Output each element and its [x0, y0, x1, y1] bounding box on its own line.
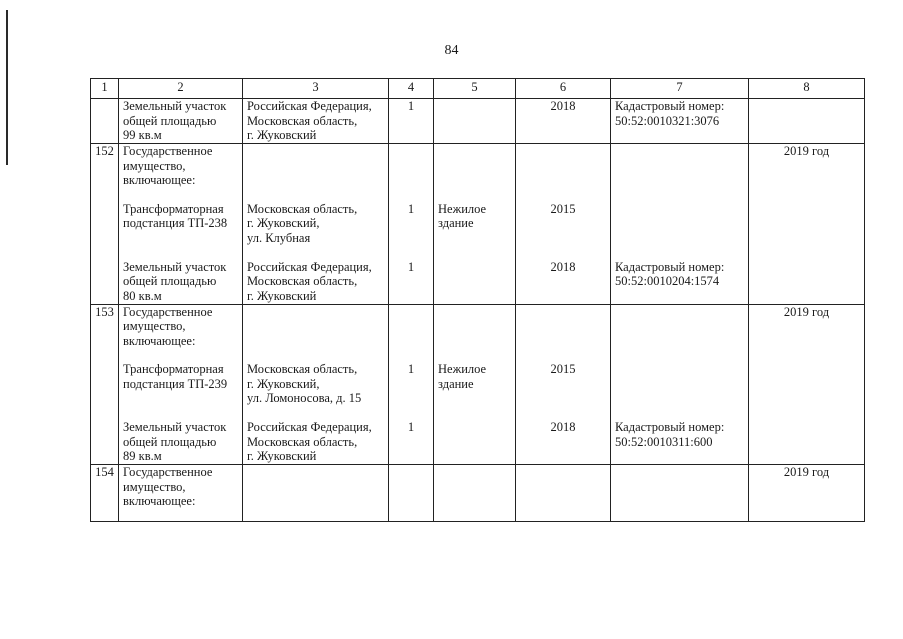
spacer: [438, 348, 511, 362]
spacer: [393, 246, 429, 260]
text-line: 2015: [550, 201, 576, 216]
text-line: имущество,: [123, 158, 186, 173]
quantity-cell: [389, 99, 434, 144]
text-line: 2018: [550, 99, 576, 113]
item-block: [520, 260, 606, 304]
table-row: [91, 465, 865, 522]
text-line: здание: [438, 216, 474, 230]
text-line: г. Жуковский: [247, 128, 317, 142]
text-line: г. Жуковский: [247, 449, 317, 463]
spacer: [123, 188, 238, 202]
cadastral-cell: [611, 144, 749, 305]
item-block: [393, 260, 429, 304]
title-spacer: [247, 144, 384, 188]
text-line: общей площадью: [123, 434, 217, 449]
text-line: 1: [407, 99, 415, 113]
text-line: здание: [438, 376, 474, 391]
spacer: [438, 406, 511, 420]
text-line: Трансформаторная: [123, 201, 224, 216]
text-line: Кадастровый номер:: [615, 99, 725, 113]
table-header-row: [91, 79, 865, 99]
spacer: [615, 246, 744, 260]
text-line: 1: [407, 420, 415, 434]
table-row: [91, 304, 865, 465]
spacer: [247, 348, 384, 362]
title-spacer: [438, 465, 511, 509]
text-line: 50:52:0010321:3076: [615, 113, 720, 128]
scan-edge-mark: [6, 10, 8, 165]
item-block: [615, 202, 744, 246]
quantity-cell: [389, 144, 434, 305]
year-built-cell: [516, 99, 611, 144]
text-line: 1: [407, 259, 415, 274]
item-block: [247, 99, 384, 143]
year-built-cell: [516, 304, 611, 465]
header-cell-4: 4: [389, 79, 434, 99]
text-line: включающее:: [123, 333, 196, 348]
quantity-cell: [389, 304, 434, 465]
property-name-cell: [119, 99, 243, 144]
text-line: Московская область,: [247, 362, 358, 376]
text-line: г. Жуковский: [247, 288, 317, 303]
title-spacer: [393, 305, 429, 349]
title-spacer: [247, 465, 384, 509]
text-line: Земельный участок: [123, 259, 227, 274]
title-spacer: [247, 305, 384, 349]
item-block: [615, 260, 744, 304]
header-cell-3: 3: [243, 79, 389, 99]
title-spacer: [520, 305, 606, 349]
item-block: [123, 99, 238, 143]
item-block: [123, 420, 238, 464]
cadastral-cell: [611, 99, 749, 144]
spacer: [520, 188, 606, 202]
item-block: [438, 99, 511, 143]
item-block: [615, 99, 744, 143]
text-line: Кадастровый номер:: [615, 259, 725, 274]
registration-year: 2019 год: [749, 304, 865, 465]
item-block: [123, 260, 238, 304]
header-cell-5: 5: [434, 79, 516, 99]
title-spacer: [438, 144, 511, 188]
spacer: [520, 348, 606, 362]
text-line: 1: [407, 362, 415, 376]
text-line: ул. Ломоносова, д. 15: [247, 391, 362, 405]
property-name-cell: [119, 304, 243, 465]
spacer: [247, 188, 384, 202]
text-line: Российская Федерация,: [247, 259, 372, 274]
item-block: [438, 260, 511, 304]
text-line: Земельный участок: [123, 99, 227, 113]
text-line: Московская область,: [247, 113, 358, 128]
object-type-cell: [434, 304, 516, 465]
registration-year: 2019 год: [749, 465, 865, 522]
text-line: ул. Клубная: [247, 230, 311, 245]
address-cell: [243, 144, 389, 305]
year-built-cell: [516, 465, 611, 522]
spacer: [247, 406, 384, 420]
text-line: Государственное: [123, 465, 213, 479]
spacer: [615, 348, 744, 362]
table-row: [91, 99, 865, 144]
item-block: [520, 99, 606, 143]
object-type-cell: [434, 99, 516, 144]
item-block: [520, 362, 606, 406]
item-block: [123, 362, 238, 406]
item-block: [393, 362, 429, 406]
spacer: [393, 188, 429, 202]
row-number: 153: [91, 304, 119, 465]
header-cell-6: 6: [516, 79, 611, 99]
row-number: 152: [91, 144, 119, 305]
item-block: [520, 202, 606, 246]
item-block: [393, 420, 429, 464]
property-name-cell: [119, 465, 243, 522]
text-line: 2018: [550, 420, 576, 434]
text-line: имущество,: [123, 319, 186, 333]
text-line: Нежилое: [438, 362, 487, 376]
registration-year: [749, 99, 865, 144]
property-name-cell: [119, 144, 243, 305]
spacer: [123, 406, 238, 420]
address-cell: [243, 99, 389, 144]
text-line: общей площадью: [123, 274, 217, 288]
item-block: [393, 99, 429, 143]
spacer: [393, 406, 429, 420]
item-block: [247, 202, 384, 246]
object-type-cell: [434, 465, 516, 522]
text-line: 50:52:0010204:1574: [615, 274, 720, 288]
item-block: [438, 362, 511, 406]
header-cell-2: 2: [119, 79, 243, 99]
text-line: Нежилое: [438, 201, 487, 216]
address-cell: [243, 465, 389, 522]
text-line: г. Жуковский,: [247, 216, 320, 230]
text-line: Государственное: [123, 304, 213, 319]
text-line: 99 кв.м: [123, 128, 162, 142]
text-line: Государственное: [123, 144, 213, 158]
row-number: 154: [91, 465, 119, 522]
header-cell-1: 1: [91, 79, 119, 99]
spacer: [438, 246, 511, 260]
header-cell-8: 8: [749, 79, 865, 99]
title-spacer: [520, 144, 606, 188]
title-spacer: [615, 305, 744, 349]
cadastral-cell: [611, 465, 749, 522]
title-spacer: [438, 305, 511, 349]
header-cell-7: 7: [611, 79, 749, 99]
text-line: Московская область,: [247, 274, 358, 288]
address-cell: [243, 304, 389, 465]
item-block: [615, 362, 744, 406]
spacer: [615, 188, 744, 202]
text-line: Трансформаторная: [123, 362, 224, 376]
property-table: [90, 78, 865, 522]
item-block: [393, 202, 429, 246]
spacer: [615, 406, 744, 420]
group-title: [123, 144, 238, 188]
spacer: [247, 246, 384, 260]
row-number: [91, 99, 119, 144]
title-spacer: [520, 465, 606, 509]
item-block: [438, 420, 511, 464]
page-number: 84: [444, 43, 459, 58]
text-line: 80 кв.м: [123, 288, 162, 303]
text-line: общей площадью: [123, 113, 217, 128]
spacer: [393, 348, 429, 362]
item-block: [247, 362, 384, 406]
text-line: Российская Федерация,: [247, 99, 372, 113]
text-line: подстанция ТП-238: [123, 216, 228, 230]
title-spacer: [393, 144, 429, 188]
item-block: [247, 260, 384, 304]
object-type-cell: [434, 144, 516, 305]
text-line: Российская Федерация,: [247, 420, 372, 434]
spacer: [438, 188, 511, 202]
text-line: имущество,: [123, 479, 186, 494]
spacer: [123, 348, 238, 362]
title-spacer: [393, 465, 429, 509]
item-block: [123, 202, 238, 246]
table-body: [91, 79, 865, 522]
title-spacer: [615, 144, 744, 188]
group-title: [123, 305, 238, 349]
text-line: Московская область,: [247, 434, 358, 449]
item-block: [247, 420, 384, 464]
text-line: подстанция ТП-239: [123, 376, 228, 391]
spacer: [520, 406, 606, 420]
group-title: [123, 465, 238, 509]
text-line: Земельный участок: [123, 420, 227, 434]
item-block: [615, 420, 744, 464]
item-block: [520, 420, 606, 464]
text-line: г. Жуковский,: [247, 376, 320, 391]
text-line: 50:52:0010311:600: [615, 434, 713, 449]
item-block: [438, 202, 511, 246]
text-line: 1: [407, 201, 415, 216]
text-line: 89 кв.м: [123, 449, 162, 463]
quantity-cell: [389, 465, 434, 522]
table-row: [91, 144, 865, 305]
text-line: включающее:: [123, 173, 196, 187]
title-spacer: [615, 465, 744, 509]
text-line: включающее:: [123, 494, 196, 508]
text-line: Московская область,: [247, 201, 358, 216]
text-line: Кадастровый номер:: [615, 420, 725, 434]
year-built-cell: [516, 144, 611, 305]
text-line: 2018: [550, 259, 576, 274]
cadastral-cell: [611, 304, 749, 465]
text-line: 2015: [550, 362, 576, 376]
registration-year: 2019 год: [749, 144, 865, 305]
spacer: [520, 246, 606, 260]
spacer: [123, 246, 238, 260]
